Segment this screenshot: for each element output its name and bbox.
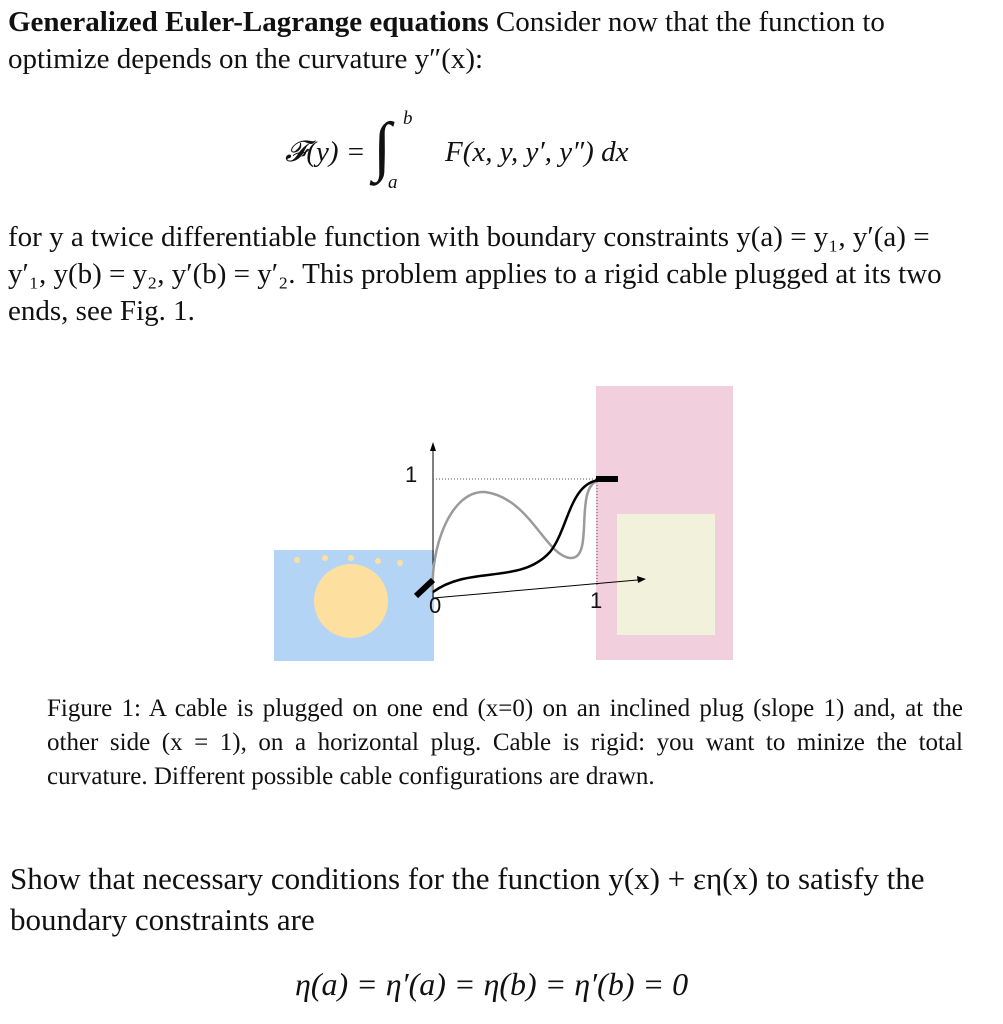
- boundary-paragraph: for y a twice differentiable function with boundary constraints y(a) = y₁, y′(a) = y′₁, y(b) = y₂, y′(b) = y′₂. This problem applies to a rigid cable plugged at its two ends, see Fig. 1.: [8, 221, 942, 327]
- plug-dot: [375, 558, 381, 564]
- cable-curve-gray: [433, 480, 600, 592]
- tick-label-x-one: 1: [590, 588, 603, 613]
- figure-caption: Figure 1: A cable is plugged on one end (x=0) on an inclined plug (slope 1) and, at the other side (x = 1), on a horizontal plug. Cable is rigid: you want to minize the total curvature. Different possible cable configurations are drawn.: [47, 695, 963, 790]
- question-paragraph: Show that necessary conditions for the function y(x) + εη(x) to satisfy the boundary constraints are: [10, 861, 925, 937]
- tick-label-origin: 0: [429, 593, 442, 618]
- functional-lhs: 𝓕(y) =: [285, 136, 366, 168]
- intro-paragraph: [8, 4, 993, 78]
- intro-text: Consider now that the function to optimize depends on the curvature y″(x):: [8, 6, 885, 75]
- tick-label-y-one: 1: [405, 462, 418, 487]
- plug-dot: [397, 560, 403, 566]
- conditions-equation: [0, 966, 1003, 1003]
- figure-cable: [0, 380, 1003, 680]
- cable-curve-black: [433, 480, 600, 592]
- plug-dot: [348, 555, 354, 561]
- integral-upper-bound: b: [403, 108, 413, 129]
- y-axis-arrowhead: [430, 442, 436, 451]
- plug-circle: [314, 564, 388, 638]
- integrand: F(x, y, y′, y″) dx: [445, 136, 629, 168]
- plug-dot: [322, 555, 328, 561]
- plug-dot: [294, 557, 300, 563]
- integral-lower-bound: a: [388, 172, 398, 193]
- inner-box: [617, 514, 715, 635]
- section-heading: Generalized Euler-Lagrange equations: [8, 6, 489, 38]
- integral-sign: ∫: [373, 110, 392, 183]
- conditions-equation-text: η(a) = η′(a) = η(b) = η′(b) = 0: [294, 966, 689, 1002]
